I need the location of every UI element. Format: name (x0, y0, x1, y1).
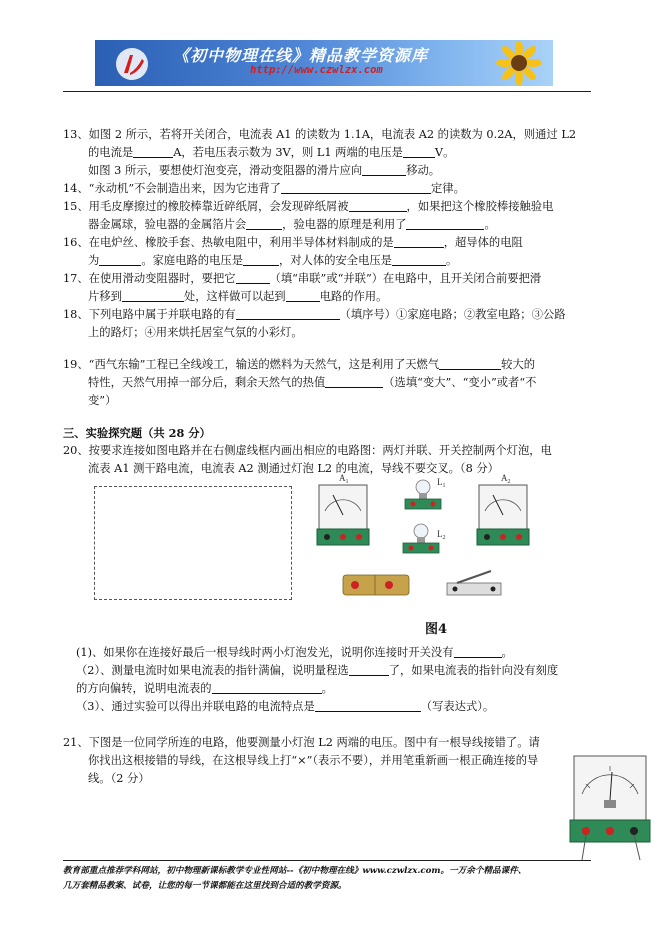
q15-line2: 器金属球，验电器的金属箔片会 ，验电器的原理是利用了 。 (88, 218, 496, 231)
q16-line2: 为 。家庭电路的电压是 ，对人体的安全电压是 。 (88, 254, 458, 267)
circuit-drawing-box[interactable] (94, 486, 292, 600)
answer-blank[interactable] (406, 217, 484, 230)
ammeter-a2-icon (477, 485, 529, 545)
q15-line1: 15、用毛皮摩擦过的橡胶棒靠近碎纸屑，会发现碎纸屑被 ，如果把这个橡胶棒接触验电 (63, 200, 554, 213)
answer-blank[interactable] (286, 289, 320, 302)
q20-sub3: （3）、通过实验可以得出并联电路的电流特点是 （写表达式）。 (76, 700, 495, 713)
answer-blank[interactable] (246, 217, 282, 230)
answer-blank[interactable] (122, 289, 184, 302)
battery-icon (343, 575, 409, 595)
q19-line3: 变”） (88, 394, 117, 407)
label-a1: $A_1$ (339, 473, 349, 485)
banner-url: http://www.czwlzx.com (250, 64, 383, 76)
answer-blank[interactable] (349, 199, 407, 212)
figure-4-label: 图4 (425, 622, 448, 637)
sunflower-icon (489, 41, 549, 85)
answer-blank[interactable] (133, 145, 173, 158)
q20-sub2-line2: 的方向偏转，说明电流表的 。 (76, 682, 333, 695)
answer-blank[interactable] (243, 253, 279, 266)
footer (63, 864, 526, 894)
q19-line1: 19、“西气东输”工程已全线竣工，输送的燃料为天然气，这是利用了天燃气 较大的 (63, 358, 536, 371)
q13-line2: 的电流是 A，若电压表示数为 3V，则 L1 两端的电压是 V。 (88, 146, 455, 159)
section-title: 三、实验探究题（共 28 分） (63, 426, 211, 440)
q18-line1: 18、下列电路中属于并联电路的有 （填序号）①家庭电路；②教室电路；③公路 (63, 308, 566, 321)
q20-line2: 流表 A1 测干路电流，电流表 A2 测通过灯泡 L2 的电流，导线不要交叉。（8 分） (88, 462, 499, 475)
footer-line2: 几万套精品教案、试卷，让您的每一节课都能在这里找到合适的教学资源。 (63, 881, 347, 891)
answer-blank[interactable] (236, 271, 270, 284)
answer-blank[interactable] (99, 253, 141, 266)
footer-line1: 教育部重点推荐学科网站，初中物理新课标教学专业性网站--《初中物理在线》www.czwlzx.com。一万余个精品课件、 (63, 866, 527, 876)
q20-sub2-line1: （2）、测量电流时如果电流表的指针满偏，说明量程选 了，如果电流表的指针向没有刻度 (76, 664, 559, 677)
ammeter-a1-icon (317, 485, 369, 545)
answer-blank[interactable] (349, 663, 389, 676)
answer-blank[interactable] (454, 645, 502, 658)
site-logo-icon (115, 47, 149, 81)
answer-blank[interactable] (394, 235, 444, 248)
answer-blank[interactable] (325, 375, 383, 388)
q20-sub1: (1)、如果你在连接好最后一根导线时两小灯泡发光，说明你连接时开关没有 。 (76, 646, 513, 659)
answer-blank[interactable] (403, 145, 435, 158)
q21-line3: 线。（2 分） (88, 772, 150, 785)
header-banner (95, 40, 553, 86)
answer-blank[interactable] (439, 357, 501, 370)
answer-blank[interactable] (212, 681, 322, 694)
q20-line1: 20、按要求连接如图电路并在右侧虚线框内画出相应的电路图：两灯并联、开关控制两个灯泡，电 (63, 444, 552, 457)
bulb-l2-icon (403, 524, 439, 553)
bulb-l1-icon (405, 480, 441, 509)
q13-line1: 13、如图 2 所示，若将开关闭合，电流表 A1 的读数为 1.1A，电流表 A2 的读数为 0.2A，则通过 L2 (63, 128, 577, 141)
q21-line1: 21、下图是一位同学所连的电路，他要测量小灯泡 L2 两端的电压。图中有一根导线接错了。请 (63, 736, 540, 749)
q19-line2: 特性，天然气用掉一部分后，剩余天然气的热值 （选填“变大”、“变小”或者“不 (88, 376, 537, 389)
q18-line2: 上的路灯；④用来烘托居室气氛的小彩灯。 (88, 326, 303, 339)
header-divider (63, 91, 591, 92)
switch-icon (447, 571, 501, 595)
figure-4-apparatus (315, 471, 531, 607)
q13-line3: 如图 3 所示，要想使灯泡变亮，滑动变阻器的滑片应向 移动。 (88, 164, 441, 177)
answer-blank[interactable] (236, 307, 340, 320)
q17-line2: 片移到 处，这样做可以起到 电路的作用。 (88, 290, 388, 303)
banner-title: 《初中物理在线》精品教学资源库 (173, 46, 429, 65)
label-l1: $L_1$ (437, 477, 446, 489)
q16-line1: 16、在电炉丝、橡胶手套、热敏电阻中，利用半导体材料制成的是 ，超导体的电阻 (63, 236, 523, 249)
label-a2: $A_2$ (501, 473, 511, 485)
q14-line1: 14、“永动机”不会制造出来，因为它违背了 定律。 (63, 182, 465, 195)
voltmeter-icon (568, 752, 652, 862)
answer-blank[interactable] (362, 163, 406, 176)
footer-divider (63, 860, 591, 861)
q21-line2: 你找出这根接错的导线，在这根导线上打“×”（表示不要），并用笔重新画一根正确连接的导 (88, 754, 539, 767)
answer-blank[interactable] (315, 699, 421, 712)
q17-line1: 17、在使用滑动变阻器时，要把它 （填“串联”或“并联”）在电路中，且开关闭合前要把滑 (63, 272, 542, 285)
label-l2: $L_2$ (437, 529, 446, 541)
answer-blank[interactable] (281, 181, 431, 194)
answer-blank[interactable] (392, 253, 446, 266)
